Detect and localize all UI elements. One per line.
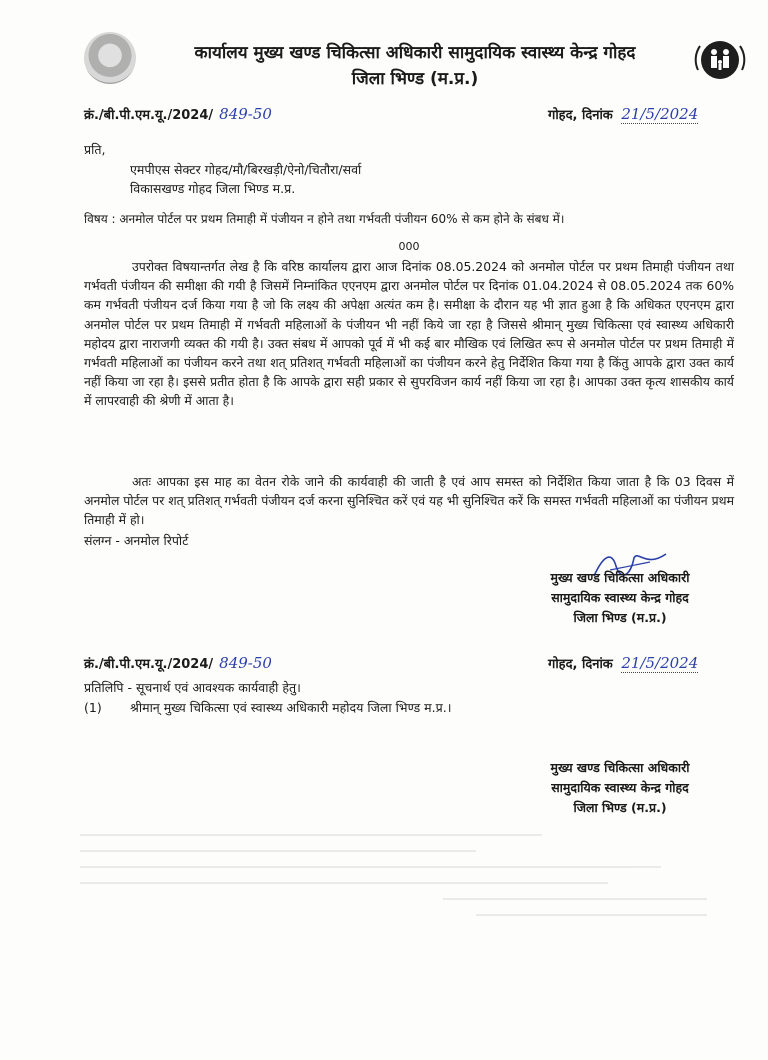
prati-label: प्रति, [84, 142, 106, 157]
body-paragraph-2: अतः आपका इस माह का वेतन रोके जाने की कार्यवाही की जाती है एवं आप समस्त को निर्देशित किया जाता है कि 03 दिवस में अनमोल पोर्टल पर शत् प्रतिशत् गर्भवती पंजीयन दर्ज करना सुनिश्चित करें एवं यह भी सुनिश्चित करें कि समस्त गर्भवती महिलाओं का पंजीयन प्रथम तिमाही में हो। [84, 474, 734, 528]
signatory-office: सामुदायिक स्वास्थ्य केन्द्र गोहद [551, 590, 689, 605]
reference-prefix-2: क्रं./बी.पी.एम.यू./2024/ [84, 657, 214, 672]
office-title-line1: कार्यालय मुख्य खण्ड चिकित्सा अधिकारी सामुदायिक स्वास्थ्य केन्द्र गोहद [194, 43, 636, 63]
enclosure-note: संलग्न - अनमोल रिपोर्ट [84, 533, 189, 548]
reference-prefix: क्रं./बी.पी.एम.यू./2024/ [84, 108, 214, 123]
office-title-line2: जिला भिण्ड (म.प्र.) [351, 69, 479, 89]
signatory-district-2: जिला भिण्ड (म.प्र.) [573, 800, 667, 815]
signature-block-2 [520, 758, 720, 818]
separator: 000 [398, 240, 420, 253]
signatory-district: जिला भिण्ड (म.प्र.) [573, 610, 667, 625]
reference-handwritten-number-2: 849-50 [219, 654, 272, 672]
subject-line: विषय : अनमोल पोर्टल पर प्रथम तिमाही में पंजीयन न होने तथा गर्भवती पंजीयन 60% से कम होने के संबध में। [84, 212, 565, 226]
recipient-line2: विकासखण्ड गोहद जिला भिण्ड म.प्र. [130, 181, 296, 196]
signatory-designation: मुख्य खण्ड चिकित्सा अधिकारी [550, 570, 690, 585]
signature-block-1 [520, 568, 720, 628]
reference-handwritten-number: 849-50 [219, 105, 272, 123]
date-label: गोहद, दिनांक [548, 108, 613, 123]
recipient-line1: एमपीएस सेक्टर गोहद/मौ/बिरखड़ी/ऐनो/चितौरा/सर्वा [130, 162, 362, 177]
letter-date [548, 105, 698, 123]
national-health-mission-logo-icon [690, 34, 750, 86]
copy-item-number: (1) [84, 700, 102, 715]
bleed-through-texture [80, 820, 740, 1060]
signatory-designation-2: मुख्य खण्ड चिकित्सा अधिकारी [550, 760, 690, 775]
copy-item-text: श्रीमान् मुख्य चिकित्सा एवं स्वास्थ्य अधिकारी महोदय जिला भिण्ड म.प्र.। [130, 700, 452, 715]
office-title [160, 40, 670, 92]
date-handwritten: 21/5/2024 [621, 105, 699, 123]
body-paragraph-1: उपरोक्त विषयान्तर्गत लेख है कि वरिष्ठ कार्यालय द्वारा आज दिनांक 08.05.2024 को अनमोल पोर्टल पर प्रथम तिमाही पंजीयन तथा गर्भवती पंजीयन की समीक्षा की गयी है जिसमें निम्नांकित एएनएम द्वारा अनमोल पोर्टल पर दिनांक 01.04.2024 से 08.05.2024 तक 60% कम गर्भवती पंजीयन दर्ज किया गया है जो कि लक्ष्य की अपेक्षा अत्यंत कम है। समीक्षा के दौरान यह भी ज्ञात हुआ है कि अधिकत एएनएम द्वारा अनमोल पोर्टल पर प्रथम तिमाही में गर्भवती महिलाओं के पंजीयन भी नहीं किये जा रहा है जिससे श्रीमान् मुख्य चिकित्सा एवं स्वास्थ्य अधिकारी महोदय द्वारा नाराजगी व्यक्त की गयी है। उक्त संबध में आपको पूर्व में भी कई बार मौखिक एवं लिखित रूप से अनमोल पोर्टल पर प्रथम तिमाही में गर्भवती महिलाओं का पंजीयन करने तथा शत् प्रतिशत् गर्भवती महिलाओं का पंजीयन करने हेतु निर्देशित किया गया है किंतु आपके द्वारा उक्त कार्य नहीं किया जा रहा है। इससे प्रतीत होता है कि आपके द्वारा सही प्रकार से सुपरविजन कार्य नहीं किया जा रहा है। आपका उक्त कृत्य शासकीय कार्य में लापरवाही की श्रेणी में आता है। [84, 259, 734, 409]
reference-number [84, 105, 272, 123]
state-emblem-icon [84, 32, 136, 84]
date-label-2: गोहद, दिनांक [548, 657, 613, 672]
signatory-office-2: सामुदायिक स्वास्थ्य केन्द्र गोहद [551, 780, 689, 795]
date-handwritten-2: 21/5/2024 [621, 654, 699, 672]
copy-to-line: प्रतिलिपि - सूचनार्थ एवं आवश्यक कार्यवाही हेतु। [84, 680, 301, 695]
reference-number-2 [84, 654, 272, 672]
letter-date-2 [548, 654, 698, 672]
